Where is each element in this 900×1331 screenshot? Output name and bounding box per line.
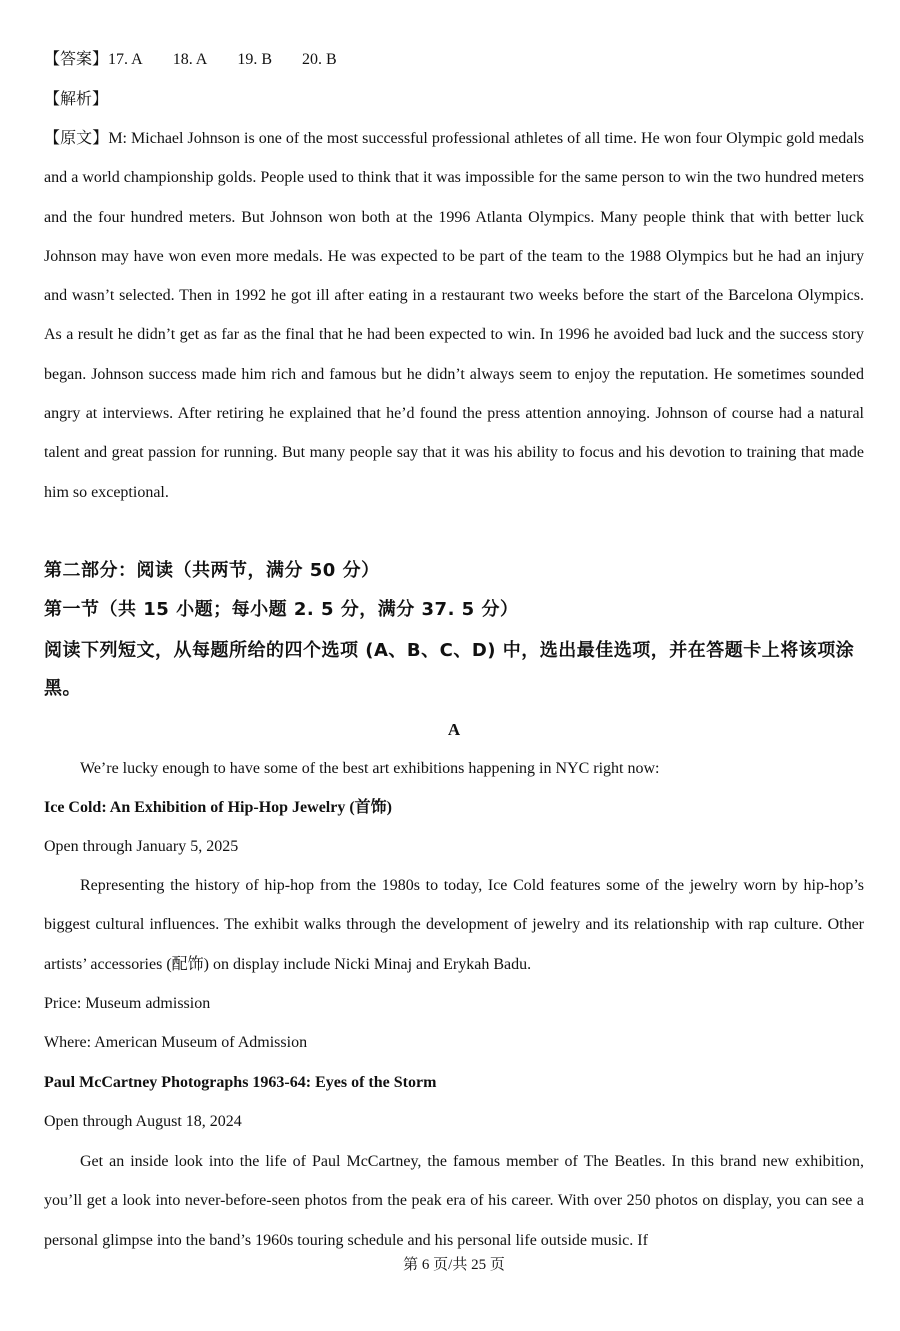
answer-label: 【答案】 [44,51,109,68]
answer-item: 20. B [302,51,337,68]
transcript-text: M: Michael Johnson is one of the most successful professional athletes of all time. He won four Olympic gold medals and a world championship golds. People used to think that it was impossible for the same person to win the two hundred meters and the four hundred meters. But Johnson won both at the 1996 Atlanta Olympics. Many people think that with better luck Johnson may have won even more medals. He was expected to be part of the team to the 1988 Olympics but he had an injury and wasn’t selected. Then in 1992 he got ill after eating in a restaurant two weeks before the start of the Barcelona Olympics. As a result he didn’t get as far as the final that he had been expected to win. In 1996 he avoided bad luck and the success story began. Johnson success made him rich and famous but he didn’t always seem to enjoy the reputation. He sometimes sounded angry at interviews. After retiring he explained that he’d found the press attention annoying. Johnson of course had a natural talent and great passion for running. But many people say that it was his ability to focus and his devotion to training that made him so exceptional. [44,130,864,501]
answer-line [44,50,367,70]
exhibit1-location: Where: American Museum of Admission [44,1034,308,1051]
exhibit2-dates: Open through August 18, 2024 [44,1113,242,1130]
transcript-paragraph [44,119,864,512]
exhibit2-description: Get an inside look into the life of Paul McCartney, the famous member of The Beatles. In this brand new exhibition, you’ll get a look into never-before-seen photos from the peak era of his career. With over 250 photos on display, you can see a personal glimpse into the band’s 1960s touring schedule and his personal life outside music. If [44,1153,864,1249]
answer-item: 17. A [108,51,143,68]
part2-heading: 第二部分：阅读（共两节，满分 50 分） [44,560,380,581]
intro-text: We’re lucky enough to have some of the best art exhibitions happening in NYC right now: [80,760,660,777]
exhibit1-description: Representing the history of hip-hop from the 1980s to today, Ice Cold features some of the jewelry worn by hip-hop’s biggest cultural influences. The exhibit walks through the development of jewelry and its relationship with rap culture. Other artists’ accessories (配饰) on display include Nicki Minaj and Erykah Badu. [44,877,864,973]
instruction-text: 阅读下列短文，从每题所给的四个选项 (A、B、C、D) 中，选出最佳选项，并在答题卡上将该项涂黑。 [44,640,855,699]
exhibit2-title: Paul McCartney Photographs 1963-64: Eyes of the Storm [44,1074,437,1091]
section1-heading: 第一节（共 15 小题；每小题 2. 5 分，满分 37. 5 分） [44,599,519,620]
answer-item: 18. A [172,51,208,68]
passage-label: A [447,720,461,739]
analysis-label: 【解析】 [44,91,109,108]
answer-item: 19. B [237,51,273,68]
exhibit1-title: Ice Cold: An Exhibition of Hip-Hop Jewelry (首饰) [44,799,393,816]
page-footer: 第 6 页/共 25 页 [403,1257,505,1273]
exhibit1-price: Price: Museum admission [44,995,211,1012]
transcript-label: 【原文】 [44,130,109,147]
exhibit1-dates: Open through January 5, 2025 [44,838,239,855]
